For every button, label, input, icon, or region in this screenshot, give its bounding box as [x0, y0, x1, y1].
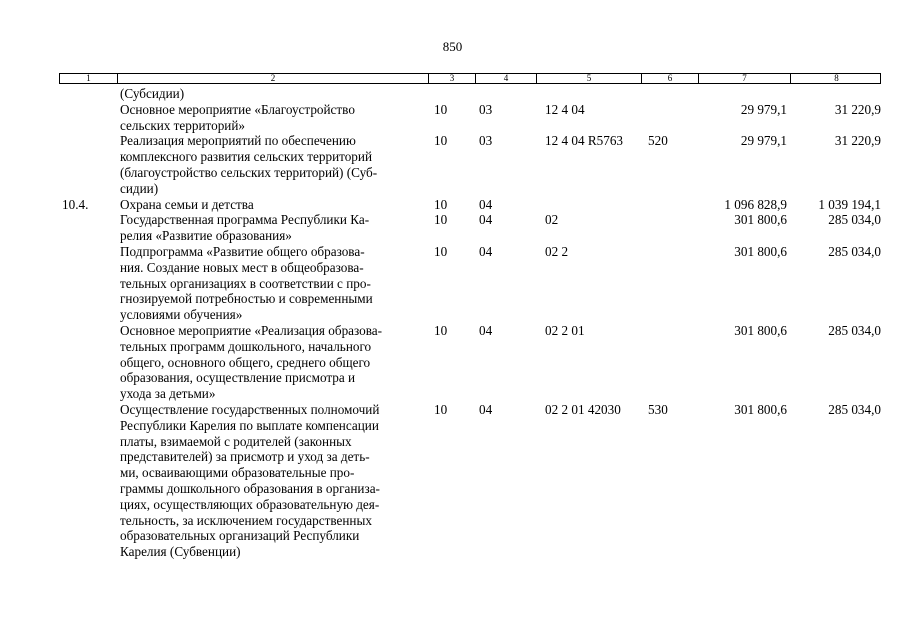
amount-year-2: 285 034,0	[828, 243, 881, 259]
table-row	[0, 212, 905, 244]
target-article-code: 02 2 01	[545, 322, 585, 338]
row-name-line: Карелия (Субвенции)	[120, 544, 241, 560]
row-name-line: комплексного развития сельских территорий	[120, 149, 373, 165]
row-name-line: Государственная программа Республики Ка-	[120, 212, 370, 228]
header-col-8: 8	[834, 73, 839, 83]
subsection-code: 04	[479, 322, 493, 338]
row-name-line: Охрана семьи и детства	[120, 196, 254, 212]
target-article-code: 02 2 01 42030	[545, 401, 621, 417]
row-name	[120, 212, 425, 244]
amount-year-1: 301 800,6	[734, 322, 787, 338]
subsection-code: 03	[479, 101, 493, 117]
row-name-line: условиями обучения»	[120, 307, 243, 323]
table-body	[0, 86, 905, 560]
amount-year-1: 29 979,1	[740, 101, 787, 117]
row-name-line: образования, осуществление присмотра и	[120, 370, 356, 386]
row-name-line: представителей) за присмотр и уход за деть-	[120, 449, 370, 465]
table-row	[0, 133, 905, 196]
row-name-line: ухода за детьми»	[120, 386, 216, 402]
expense-type-code: 520	[648, 133, 668, 149]
row-name-line: Основное мероприятие «Реализация образова-	[120, 322, 383, 338]
row-name-line: платы, взимаемой с родителей (законных	[120, 433, 352, 449]
target-article-code: 02 2	[545, 243, 569, 259]
subsection-code: 03	[479, 133, 493, 149]
row-name	[120, 102, 425, 134]
section-code: 10	[434, 212, 448, 228]
row-name-line: образовательных организаций Республики	[120, 528, 360, 544]
header-col-6: 6	[642, 74, 699, 83]
row-name-line: ния. Создание новых мест в общеобразова-	[120, 259, 364, 275]
amount-year-1: 301 800,6	[734, 401, 787, 417]
amount-year-2: 285 034,0	[828, 401, 881, 417]
row-name-line: релия «Развитие образования»	[120, 228, 292, 244]
amount-year-2: 1 039 194,1	[818, 196, 881, 212]
amount-year-2: 31 220,9	[834, 101, 881, 117]
header-col-5: 5	[537, 74, 642, 83]
header-col-4: 4	[476, 74, 537, 83]
row-name-line: тельность, за исключением государственных	[120, 512, 372, 528]
table-header	[59, 73, 881, 84]
row-name-line: Основное мероприятие «Благоустройство	[120, 101, 355, 117]
row-name-line: сельских территорий»	[120, 117, 246, 133]
header-col-3: 3	[429, 74, 476, 83]
row-name-line: циях, осуществляющих образовательную дея-	[120, 496, 380, 512]
row-name-line: тельных программ дошкольного, начального	[120, 338, 372, 354]
section-code: 10	[434, 196, 448, 212]
row-name-line: Осуществление государственных полномочий	[120, 401, 380, 417]
subsection-code: 04	[479, 212, 493, 228]
header-col-1: 1	[60, 74, 118, 83]
target-article-code: 12 4 04	[545, 101, 585, 117]
row-name-line: тельных организациях в соответствии с про-	[120, 275, 371, 291]
amount-year-2: 31 220,9	[834, 133, 881, 149]
row-name	[120, 402, 425, 560]
table-row	[0, 402, 905, 560]
row-name-line: гнозируемой потребностью и современными	[120, 291, 373, 307]
row-name	[120, 86, 425, 102]
amount-year-1: 301 800,6	[734, 243, 787, 259]
table-row	[0, 197, 905, 213]
header-col-7: 7	[699, 74, 791, 83]
section-code: 10	[434, 243, 448, 259]
amount-year-2: 285 034,0	[828, 212, 881, 228]
subsection-code: 04	[479, 243, 493, 259]
row-name-line: Реализация мероприятий по обеспечению	[120, 133, 356, 149]
table-row	[0, 86, 905, 102]
row-name-line: Подпрограмма «Развитие общего образова-	[120, 243, 365, 259]
target-article-code: 12 4 04 R5763	[545, 133, 624, 149]
row-name-line: граммы дошкольного образования в организа-	[120, 480, 380, 496]
amount-year-2: 285 034,0	[828, 322, 881, 338]
row-name	[120, 244, 425, 323]
row-name-line: общего, основного общего, среднего общего	[120, 354, 371, 370]
subsection-code: 04	[479, 401, 493, 417]
row-name-line: Республики Карелия по выплате компенсации	[120, 417, 379, 433]
row-name-line: ми, осваивающими образовательные про-	[120, 465, 355, 481]
row-number: 10.4.	[62, 196, 89, 212]
row-name	[120, 133, 425, 196]
section-code: 10	[434, 401, 448, 417]
table-row	[0, 102, 905, 134]
table-row	[0, 323, 905, 402]
row-name-line: сидии)	[120, 180, 159, 196]
amount-year-1: 29 979,1	[740, 133, 787, 149]
row-name-line: (благоустройство сельских территорий) (Суб-	[120, 164, 378, 180]
row-name	[120, 197, 425, 213]
amount-year-1: 301 800,6	[734, 212, 787, 228]
section-code: 10	[434, 322, 448, 338]
section-code: 10	[434, 133, 448, 149]
table-row	[0, 244, 905, 323]
amount-year-1: 1 096 828,9	[724, 196, 787, 212]
target-article-code: 02	[545, 212, 559, 228]
expense-type-code: 530	[648, 401, 668, 417]
row-name	[120, 323, 425, 402]
header-col-2: 2	[118, 74, 429, 83]
subsection-code: 04	[479, 196, 493, 212]
row-name-line: (Субсидии)	[120, 86, 185, 101]
page-number: 850	[442, 39, 463, 54]
section-code: 10	[434, 101, 448, 117]
